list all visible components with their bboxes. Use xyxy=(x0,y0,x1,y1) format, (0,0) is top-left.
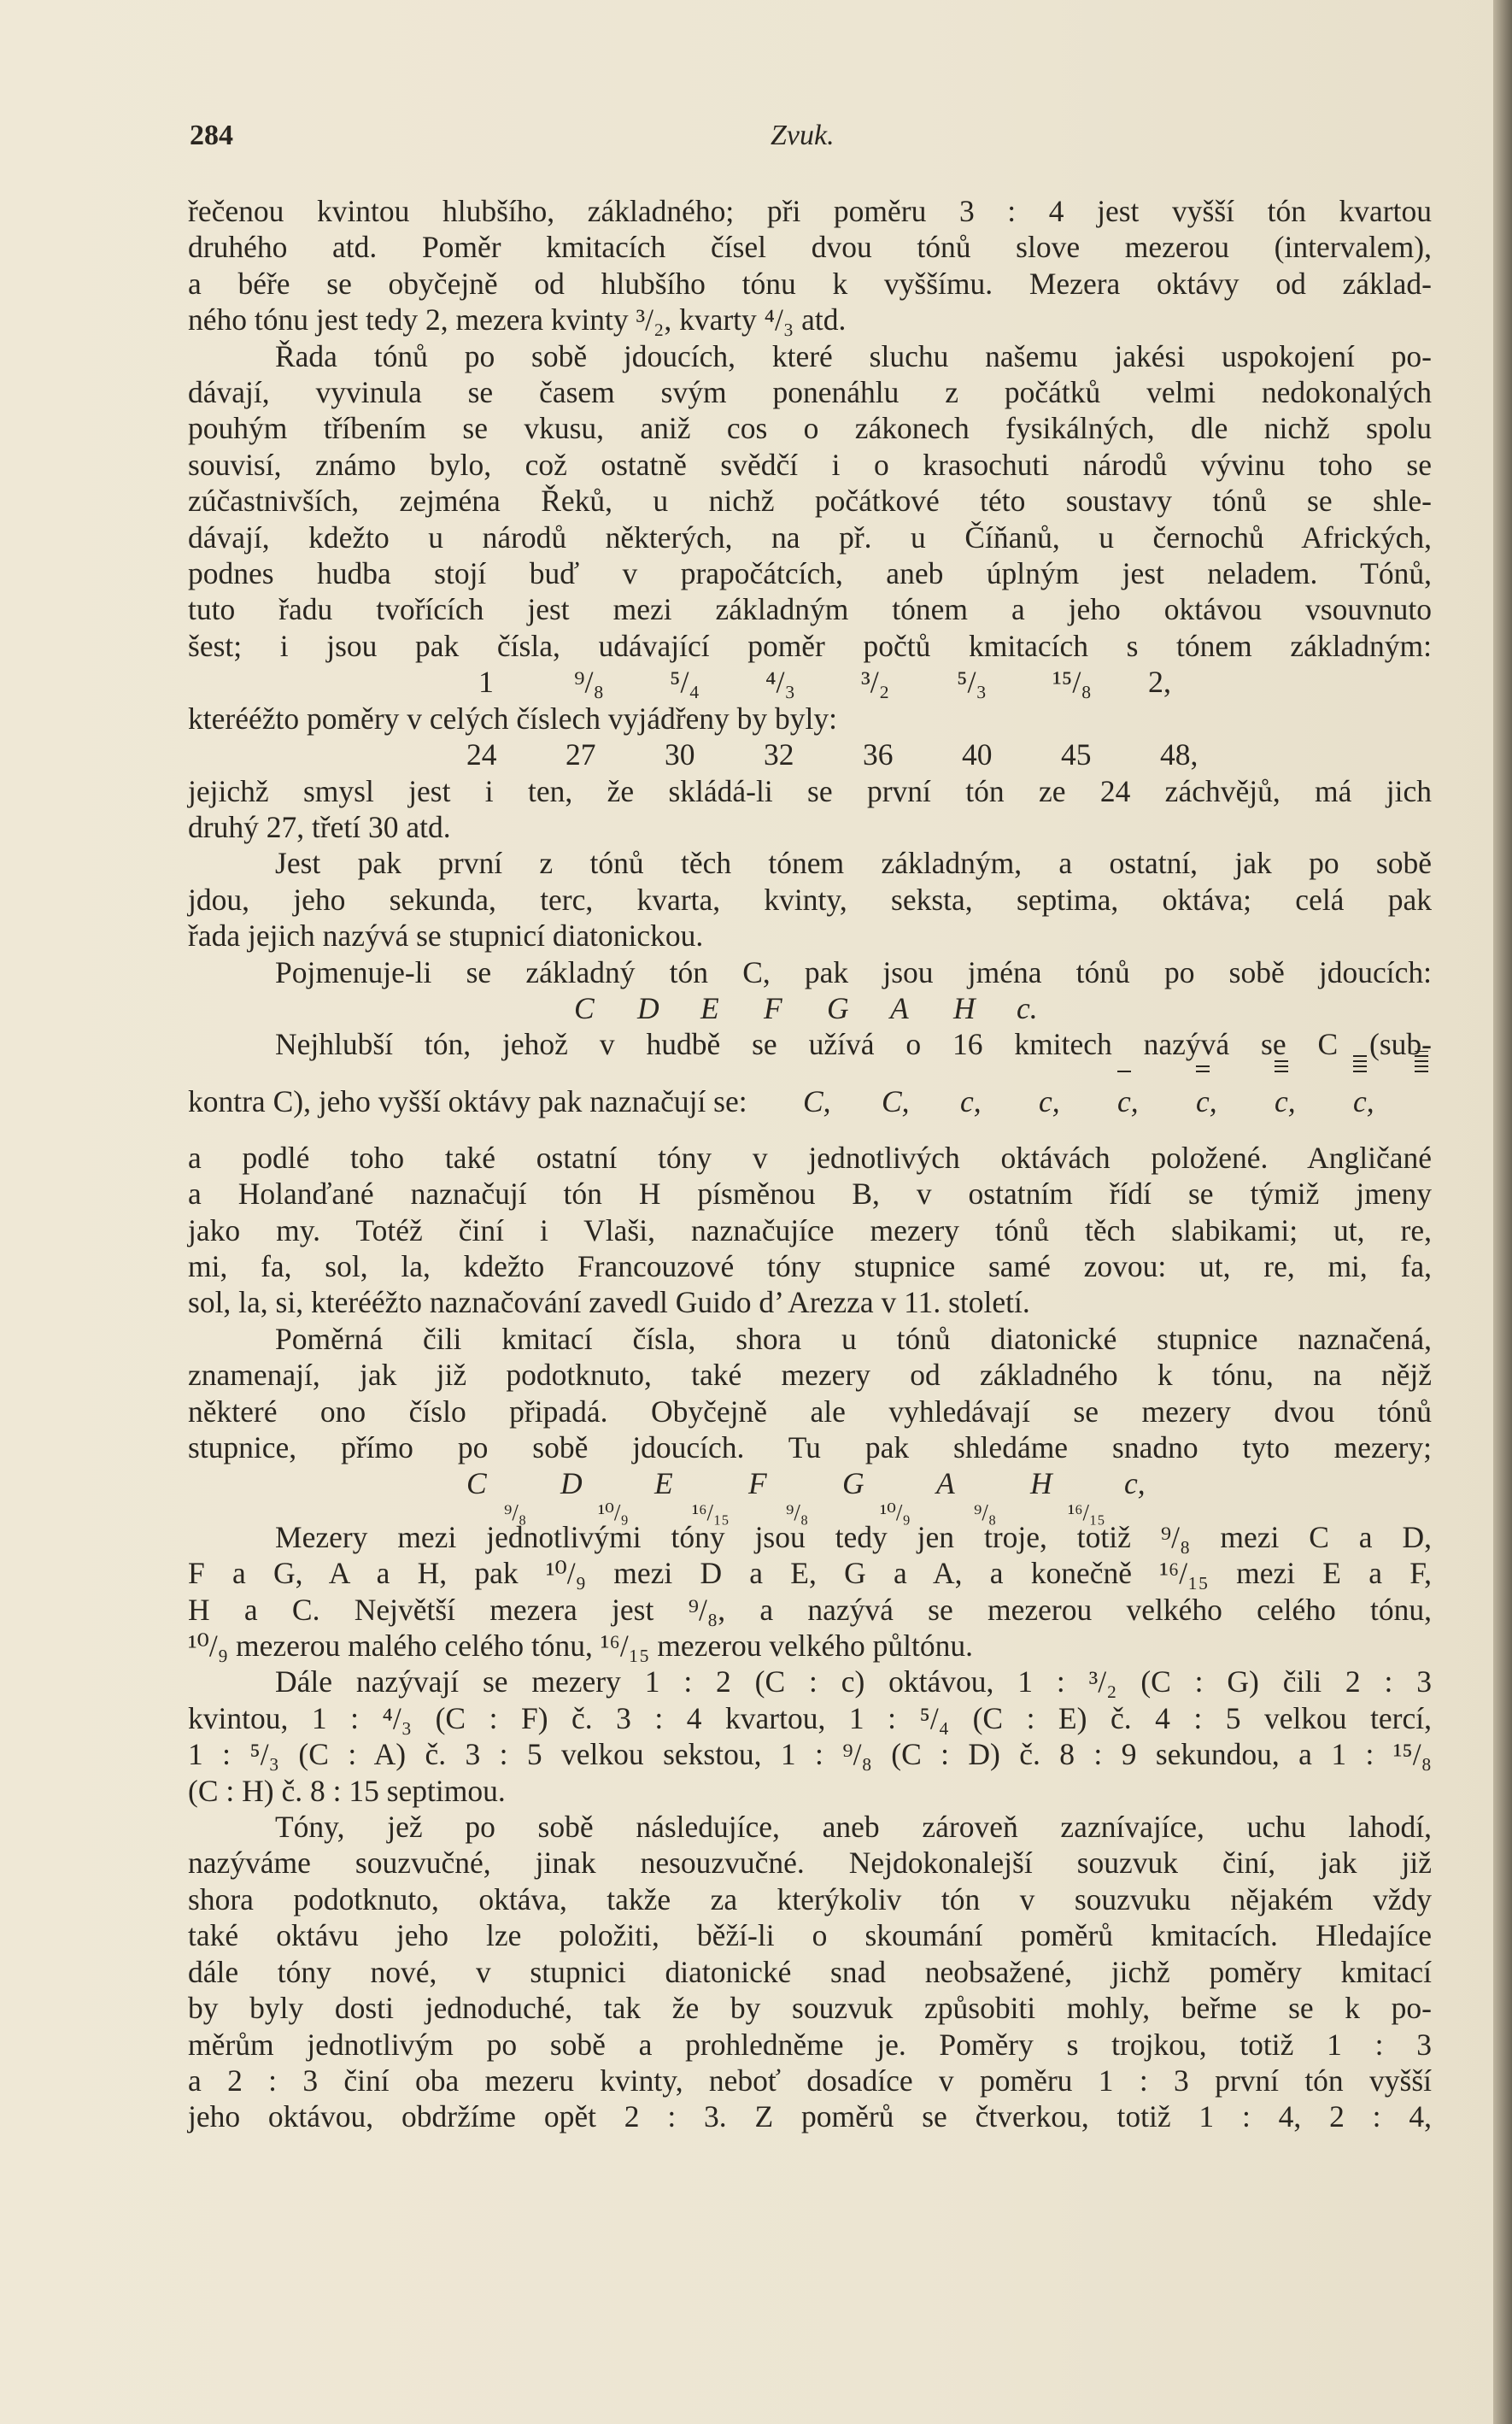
text-line: řečenou kvintou hlubšího, základného; při poměru 3 : 4 jest vyšší tón kvartou xyxy=(188,194,1432,228)
integer: 27 xyxy=(566,737,596,772)
octave-name: c, xyxy=(960,1083,982,1118)
text-line: také oktávu jeho lze položiti, běží-li o skoumání poměrů kmitacích. Hledajíce xyxy=(188,1918,1432,1953)
text-line: jako my. Totéž činí i Vlaši, naznačujíce mezery tónů těch slabikami; ut, re, xyxy=(188,1212,1432,1247)
text-line: kterééžto poměry v celých číslech vyjádřeny by byly: xyxy=(188,701,838,736)
text-line: 1 : ⁵/₃ (C : A) č. 3 : 5 velkou sekstou, 1 : ⁹/₈ (C : D) č. 8 : 9 sekundou, a 1 : ¹⁵/₈ xyxy=(188,1737,1432,1772)
note-name: F xyxy=(748,1466,767,1501)
ratio: 2, xyxy=(1148,665,1171,700)
text-line: stupnice, přímo po sobě jdoucích. Tu pak shledáme snadno tyto mezery; xyxy=(188,1430,1432,1464)
text-line: podnes hudba stojí buď v prapočátcích, aneb úplným jest neladem. Tónů, xyxy=(188,556,1432,591)
text-line: mi, fa, sol, la, kdežto Francouzové tóny stupnice samé zovou: ut, re, mi, fa, xyxy=(188,1248,1432,1283)
note-name: E xyxy=(654,1466,673,1501)
ratio: ⁴/₃ xyxy=(765,665,796,700)
text-line: a Holanďané naznačují tón H písměnou B, v ostatním řídí se týmiž jmeny xyxy=(188,1177,1432,1212)
text-line: znamenají, jak již podotknuto, také mezery od základného k tónu, na nějž xyxy=(188,1358,1432,1393)
text-line: druhý 27, třetí 30 atd. xyxy=(188,809,451,844)
octave-strokes xyxy=(188,1051,1432,1085)
text-line: dále tóny nové, v stupnici diatonické snad neobsažené, jichž poměry kmitací xyxy=(188,1954,1432,1989)
ratio: ¹⁵/₈ xyxy=(1052,665,1092,700)
ratio: ⁹/₈ xyxy=(574,665,605,700)
note-name: D xyxy=(637,990,659,1025)
text-line: (C : H) č. 8 : 15 septimou. xyxy=(188,1773,506,1808)
text-line: nazýváme souzvučné, jinak nesouzvučné. Nejdokonalejší souzvuk činí, jak již xyxy=(188,1846,1432,1881)
octave-name: C, xyxy=(882,1083,910,1118)
note-name: H xyxy=(953,990,976,1025)
integer: 40 xyxy=(962,737,993,772)
text-line: souvisí, známo bylo, což ostatně svědčí i o krasochuti národů vývinu toho se xyxy=(188,447,1432,482)
integer: 36 xyxy=(863,737,894,772)
step-interval: ⁹/₈ xyxy=(786,1499,809,1525)
text-line: tuto řadu tvořících jest mezi základným tónem a jeho oktávou vsouvnuto xyxy=(188,592,1432,627)
integer-row xyxy=(188,737,1432,772)
page-number: 284 xyxy=(190,120,233,151)
text-line: jejichž smysl jest i ten, že skládá-li se první tón ze 24 záchvějů, má jich xyxy=(188,773,1432,808)
text-line: šest; i jsou pak čísla, udávající poměr počtů kmitacích s tónem základným: xyxy=(188,628,1432,663)
integer: 32 xyxy=(764,737,794,772)
paragraph-start: Dále nazývají se mezery 1 : 2 (C : c) oktávou, 1 : ³/₂ (C : G) čili 2 : 3 xyxy=(275,1664,1432,1699)
text-line: H a C. Největší mezera jest ⁹/₈, a nazývá se mezerou velkého celého tónu, xyxy=(188,1592,1432,1627)
text-line: jeho oktávou, obdržíme opět 2 : 3. Z poměrů se čtverkou, totiž 1 : 4, 2 : 4, xyxy=(188,2099,1432,2134)
text-line: ného tónu jest tedy 2, mezera kvinty ³/₂, kvarty ⁴/₃ atd. xyxy=(188,302,847,337)
note-name: G xyxy=(842,1466,864,1501)
text-line: F a G, A a H, pak ¹⁰/₉ mezi D a E, G a A, a konečně ¹⁶/₁₅ mezi E a F, xyxy=(188,1556,1432,1591)
text-line: dávají, kdežto u národů některých, na př. u Číňanů, u černochů Afrických, xyxy=(188,519,1432,555)
note-name: C xyxy=(466,1466,487,1501)
running-head: Zvuk. xyxy=(771,120,835,151)
ratio: 1 xyxy=(478,665,494,700)
text-line: a béře se obyčejně od hlubšího tónu k vyššímu. Mezera oktávy od základ- xyxy=(188,266,1432,301)
text-line: ¹⁰/₉ mezerou malého celého tónu, ¹⁶/₁₅ mezerou velkého půltónu. xyxy=(188,1629,973,1664)
note-name: A xyxy=(936,1466,955,1501)
step-interval: ¹⁶/₁₅ xyxy=(692,1499,730,1525)
note-name: c, xyxy=(1124,1466,1146,1501)
octave-name: C, xyxy=(803,1083,831,1118)
note-names-row xyxy=(188,990,1432,1026)
octave-name: c, xyxy=(1353,1083,1374,1118)
step-interval: ¹⁶/₁₅ xyxy=(1068,1499,1105,1525)
octave-name: c, xyxy=(1117,1083,1139,1118)
paragraph-start: Řada tónů po sobě jdoucích, které sluchu našemu jakési uspokojení po- xyxy=(275,338,1432,373)
page-header xyxy=(190,120,1428,157)
text-line: kvintou, 1 : ⁴/₃ (C : F) č. 3 : 4 kvartou, 1 : ⁵/₄ (C : E) č. 4 : 5 velkou tercí, xyxy=(188,1700,1432,1735)
note-name: H xyxy=(1030,1466,1052,1501)
note-name: A xyxy=(890,990,909,1025)
text-line: dávají, vyvinula se časem svým ponenáhlu z počátků velmi nedokonalých xyxy=(188,375,1432,410)
integer: 30 xyxy=(665,737,695,772)
text-line: jdou, jeho sekunda, terc, kvarta, kvinty, seksta, septima, oktáva; celá pak xyxy=(188,882,1432,917)
integer: 45 xyxy=(1061,737,1092,772)
text-line: druhého atd. Poměr kmitacích čísel dvou tónů slove mezerou (intervalem), xyxy=(188,230,1432,265)
text-line: shora podotknuto, oktáva, takže za kterýkoliv tón v souzvuku nějakém vždy xyxy=(188,1881,1432,1916)
text-line: pouhým tříbením se vkusu, aniž cos o zákonech fysikálných, dle nichž spolu xyxy=(188,411,1432,446)
text-line: měrům jednotlivým po sobě a prohledněme je. Poměry s trojkou, totiž 1 : 3 xyxy=(188,2027,1432,2062)
note-name: E xyxy=(700,990,719,1025)
text-line: řada jejich nazývá se stupnicí diatonickou. xyxy=(188,919,704,954)
text-line: a podlé toho také ostatní tóny v jednotlivých oktávách položené. Angličané xyxy=(188,1140,1432,1175)
note-name: F xyxy=(764,990,782,1025)
ratio: ³/₂ xyxy=(861,665,890,700)
text-line: a 2 : 3 činí oba mezeru kvinty, neboť dosadíce v poměru 1 : 3 první tón vyšší xyxy=(188,2063,1432,2098)
note-name: c. xyxy=(1017,990,1038,1025)
note-name: C xyxy=(574,990,595,1025)
step-interval: ⁹/₈ xyxy=(974,1499,997,1525)
paragraph-start: Mezery mezi jednotlivými tóny jsou tedy jen troje, totiž ⁹/₈ mezi C a D, xyxy=(275,1519,1432,1554)
paragraph-start: Nejhlubší tón, jehož v hudbě se užívá o 16 kmitech nazývá se C (sub- xyxy=(275,1027,1432,1062)
integer: 48, xyxy=(1160,737,1198,772)
text-line: by byly dosti jednoduché, tak že by souzvuk způsobiti mohly, beřme se k po- xyxy=(188,1991,1432,2026)
octave-name: c, xyxy=(1039,1083,1060,1118)
octave-name: c, xyxy=(1196,1083,1217,1118)
step-interval: ¹⁰/₉ xyxy=(880,1499,911,1525)
step-interval: ⁹/₈ xyxy=(504,1499,527,1525)
ratio: ⁵/₄ xyxy=(670,665,700,700)
step-interval: ¹⁰/₉ xyxy=(598,1499,629,1525)
ratio-row xyxy=(188,664,1432,700)
octave-line xyxy=(188,1063,1432,1140)
text-line: některé ono číslo připadá. Obyčejně ale vyhledávají se mezery dvou tónů xyxy=(188,1394,1432,1429)
body-text xyxy=(188,193,1432,2135)
text-line: sol, la, si, kterééžto naznačování zavedl Guido d’ Arezza v 11. století. xyxy=(188,1285,1030,1320)
octave-name: c, xyxy=(1275,1083,1296,1118)
paragraph-start: Poměrná čili kmitací čísla, shora u tónů diatonické stupnice naznačená, xyxy=(275,1321,1432,1356)
paragraph-start: Pojmenuje-li se základný tón C, pak jsou jména tónů po sobě jdoucích: xyxy=(275,954,1432,989)
text-line: kontra C), jeho vyšší oktávy pak naznačují se: xyxy=(188,1083,747,1118)
integer: 24 xyxy=(466,737,497,772)
ratio: ⁵/₃ xyxy=(957,665,987,700)
paragraph-start: Jest pak první z tónů těch tónem základným, a ostatní, jak po sobě xyxy=(275,846,1432,881)
note-name: D xyxy=(560,1466,583,1501)
text-line: zúčastnivších, zejména Řeků, u nichž počátkové této soustavy tónů se shle- xyxy=(188,484,1432,519)
book-spine-edge xyxy=(1493,0,1512,2424)
note-name: G xyxy=(827,990,849,1025)
note-names-row-2 xyxy=(188,1465,1432,1501)
paragraph-start: Tóny, jež po sobě následujíce, aneb zároveň zaznívajíce, uchu lahodí, xyxy=(275,1810,1432,1845)
